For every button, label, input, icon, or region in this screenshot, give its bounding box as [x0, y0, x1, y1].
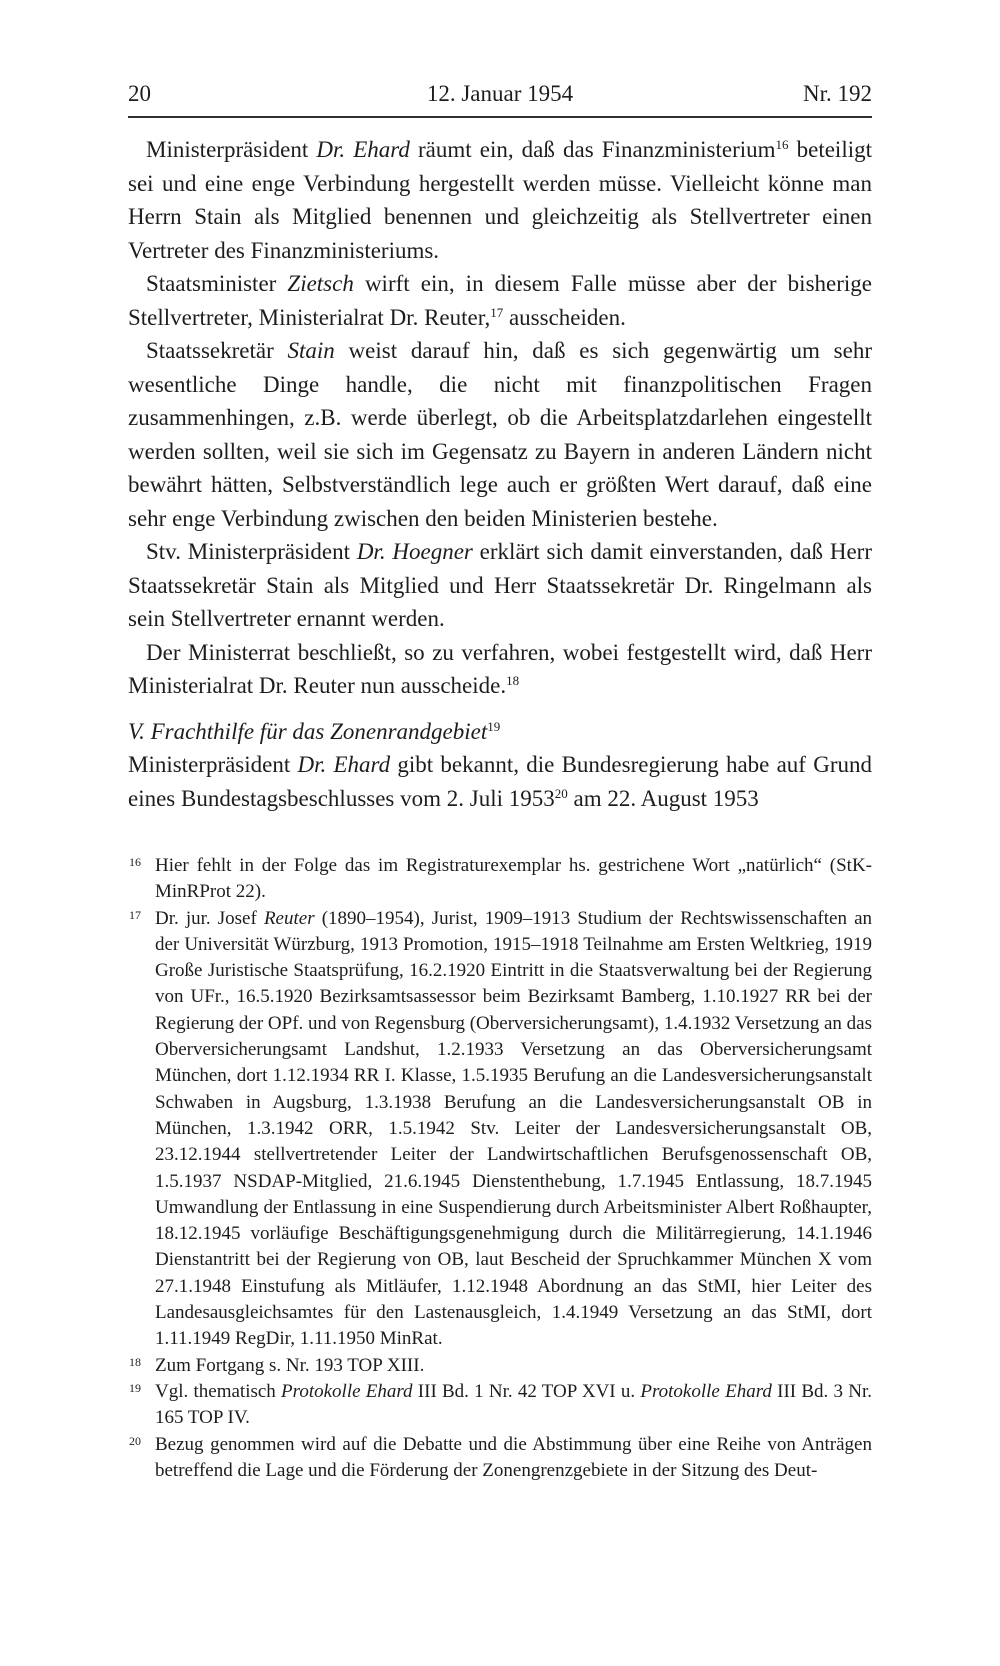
- text-run: weist darauf hin, daß es sich gegenwärtig um sehr wesentliche Dinge handle, die nicht mit finanzpolitischen Fragen zusammenhingen, z.B. werde überlegt, ob die Arbeitsplatzdarlehen eingestellt werden sollten, weil sie sich im Gegensatz zu Bayern in anderen Ländern nicht bewährt hätten, Selbstverständlich lege auch er größten Wert darauf, daß eine sehr enge Verbindung zwischen den beiden Ministerien bestehe.: [128, 338, 872, 531]
- page-header: [128, 81, 872, 107]
- body-text: [128, 133, 872, 815]
- text-run: Ministerpräsident: [146, 137, 317, 162]
- text-run: gibt bekannt, die Bundesregierung habe auf Grund eines Bundestagsbeschlusses vom 2. Juli 1953: [128, 752, 872, 811]
- text-run: Protokolle Ehard: [640, 1380, 772, 1402]
- footnote-text: [155, 1434, 872, 1481]
- footnote-ref: 17: [490, 304, 504, 320]
- footnote-ref: 19: [487, 718, 501, 734]
- paragraph-1: [128, 133, 872, 267]
- footnote-17: [128, 906, 872, 1353]
- footnote-19: [128, 1379, 872, 1432]
- text-run: (1890–1954), Jurist, 1909–1913 Studium der Rechtswissenschaften an der Universität Würzburg, 1913 Promotion, 1915–1918 Teilnahme am Ersten Weltkrieg, 1919 Große Juristische Staatsprüfung, 16.2.1920 Eintritt in die Staatsverwaltung bei der Regierung von UFr., 16.5.1920 Bezirksamtsassessor beim Bezirksamt Bamberg, 1.10.1927 RR bei der Regierung der OPf. und von Regensburg (Oberversicherungsamt), 1.4.1932 Versetzung an das Oberversicherungsamt Landshut, 1.2.1933 Versetzung an das Oberversicherungsamt München, dort 1.12.1934 RR I. Klasse, 1.5.1935 Berufung an die Landesversicherungsanstalt Schwaben in Augsburg, 1.3.1938 Berufung an die Landesversicherungsanstalt OB in München, 1.3.1942 ORR, 1.5.1942 Stv. Leiter der Landesversicherungsanstalt OB, 23.12.1944 stellvertretender Leiter der Landwirtschaftlichen Berufsgenossenschaft OB, 1.5.1937 NSDAP-Mitglied, 21.6.1945 Dienstenthebung, 1.7.1945 Entlassung, 18.7.1945 Umwandlung der Entlassung in eine Suspendierung durch Arbeitsminister Albert Roßhaupter, 18.12.1945 vorläufige Beschäftigungsgenehmigung durch die Militärregierung, 14.1.1946 Dienstantritt bei der Regierung von OB, laut Bescheid der Spruchkammer München X vom 27.1.1948 Einstufung als Mitläufer, 1.12.1948 Abordnung an das StMI, hier Leiter des Landesausgleichsamtes für den Lastenausgleich, 1.4.1949 Versetzung an das StMI, dort 1.11.1949 RegDir, 1.11.1950 MinRat.: [155, 907, 873, 1350]
- text-run: III Bd. 1 Nr. 42 TOP XVI u.: [412, 1380, 641, 1402]
- footnote-ref: 18: [506, 673, 520, 688]
- document-number: Nr. 192: [803, 81, 872, 106]
- text-run: Bezug genommen wird auf die Debatte und die Abstimmung über eine Reihe von Anträgen betreffend die Lage und die Förderung der Zonengrenzgebiete in der Sitzung des Deut-: [155, 1433, 872, 1481]
- footnote-20: [128, 1432, 872, 1485]
- footnote-text: [155, 1381, 872, 1428]
- footnote-18: [128, 1353, 872, 1379]
- header-date: 12. Januar 1954: [426, 81, 574, 106]
- footnote-marker: 20: [129, 1433, 141, 1448]
- footnote-marker: 17: [129, 907, 141, 922]
- text-run: Vgl. thematisch: [155, 1380, 282, 1402]
- text-run: Hier fehlt in der Folge das im Registraturexemplar hs. gestrichene Wort „natürlich“ (StK-MinRProt 22).: [155, 855, 872, 903]
- text-run: beteiligt sei und eine enge Verbindung hergestellt werden müsse. Vielleicht könne man Herrn Stain als Mitglied benennen und gleichzeitig als Stellvertreter einen Vertreter des Finanzministeriums.: [128, 137, 872, 263]
- text-run: Reuter: [263, 907, 315, 929]
- footnote-text: [155, 855, 872, 902]
- text-run: erklärt sich damit einverstanden, daß Herr Staatssekretär Stain als Mitglied und Herr Staatssekretär Dr. Ringelmann als sein Stellvertreter ernannt werden.: [128, 539, 873, 631]
- footnote-ref: 20: [554, 785, 568, 801]
- section-heading: [128, 715, 872, 749]
- paragraph-6: [128, 748, 872, 815]
- text-run: Staatsminister: [146, 271, 288, 296]
- footnote-text: [155, 1355, 424, 1376]
- text-run: III Bd. 3 Nr. 165 TOP IV.: [155, 1380, 872, 1429]
- text-run: Ministerpräsident: [128, 752, 298, 777]
- header-rule: [128, 116, 872, 118]
- text-run: am 22. August 1953: [567, 785, 759, 811]
- text-run: räumt ein, daß das Finanzministerium: [409, 137, 776, 162]
- footnote-ref: 16: [775, 137, 789, 152]
- text-run: Zietsch: [287, 271, 354, 296]
- text-run: Staatssekretär: [146, 338, 288, 363]
- footnotes: [128, 853, 872, 1484]
- text-run: V. Frachthilfe für das Zonenrandgebiet: [128, 718, 488, 744]
- text-run: Dr. Hoegner: [356, 539, 473, 564]
- page-number: 20: [128, 81, 151, 106]
- text-run: Dr. Ehard: [297, 752, 391, 777]
- text-run: ausscheiden.: [503, 304, 626, 330]
- footnote-16: [128, 853, 872, 906]
- text-run: wirft ein, in diesem Falle müsse aber der bisherige Stellvertreter, Ministerialrat Dr. Reuter,: [128, 271, 872, 330]
- footnote-marker: 18: [129, 1354, 141, 1369]
- paragraph-5: [128, 636, 872, 703]
- paragraph-4: [128, 535, 872, 636]
- text-run: Stain: [287, 338, 335, 363]
- text-run: Zum Fortgang s. Nr. 193 TOP XIII.: [155, 1354, 425, 1376]
- footnote-marker: 16: [129, 855, 141, 869]
- paragraph-2: [128, 267, 872, 334]
- footnote-text: [155, 908, 872, 1350]
- paragraph-3: [128, 334, 872, 535]
- footnote-marker: 19: [129, 1380, 141, 1395]
- text-run: Der Ministerrat beschließt, so zu verfahren, wobei festgestellt wird, daß Herr Ministerialrat Dr. Reuter nun ausscheide.: [128, 639, 872, 698]
- text-run: Protokolle Ehard: [281, 1380, 413, 1402]
- text-run: Stv. Ministerpräsident: [146, 539, 357, 564]
- text-run: Dr. Ehard: [316, 137, 410, 162]
- text-run: Dr. jur. Josef: [155, 907, 264, 929]
